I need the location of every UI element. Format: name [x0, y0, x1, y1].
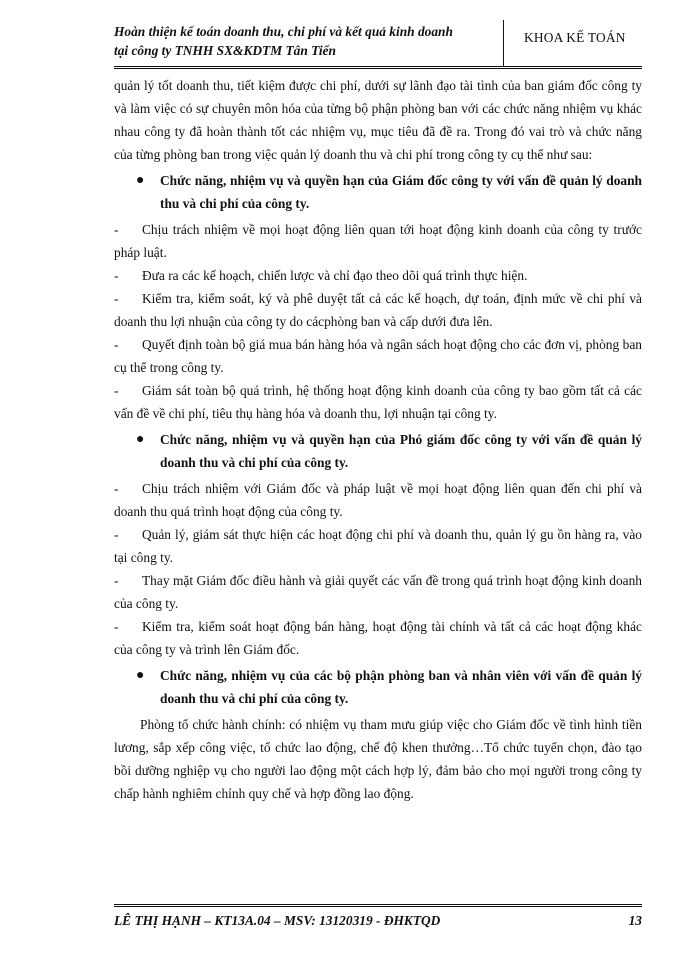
section2-item: [114, 523, 642, 569]
section1-item: [114, 379, 642, 425]
header-title: [114, 22, 494, 60]
dash-icon: -: [114, 222, 119, 237]
section1-heading: [114, 169, 642, 215]
dash-icon: -: [114, 527, 119, 542]
section1-item-text: Chịu trách nhiệm về mọi hoạt động liên quan tới hoạt động kinh doanh của công ty trước pháp luật.: [114, 222, 642, 260]
section1-heading-text: Chức năng, nhiệm vụ và quyền hạn của Giám đốc công ty với vấn đề quản lý doanh thu và chi phí của công ty.: [160, 173, 642, 211]
section3-heading-text: Chức năng, nhiệm vụ của các bộ phận phòng ban và nhân viên với vấn đề quản lý doanh thu và chi phí của công ty.: [160, 668, 642, 706]
bullet-icon: ●: [136, 173, 145, 188]
page-body: [114, 74, 642, 805]
dash-icon: -: [114, 268, 119, 283]
section2-heading-text: Chức năng, nhiệm vụ và quyền hạn của Phó giám đốc công ty với vấn đề quản lý doanh thu và chi phí của công ty.: [160, 432, 642, 470]
section1-item: [114, 333, 642, 379]
dash-icon: -: [114, 337, 119, 352]
dash-icon: -: [114, 573, 119, 588]
dash-icon: -: [114, 619, 119, 634]
section2-item: [114, 477, 642, 523]
section3-paragraph: Phòng tổ chức hành chính: có nhiệm vụ tham mưu giúp việc cho Giám đốc về tình hình tiền lương, sắp xếp công việc, tổ chức lao động, chế độ khen thưởng…Tổ chức tuyển chọn, đào tạo bồi dưỡng nghiệp vụ cho người lao động một cách hợp lý, đảm bảo cho mọi người trong công ty chấp hành nghiêm chỉnh quy chế và hợp đồng lao động.: [114, 717, 642, 801]
dash-icon: -: [114, 481, 119, 496]
section2-item-text: Quản lý, giám sát thực hiện các hoạt động chi phí và doanh thu, quản lý gu ồn hàng ra, vào tại công ty.: [114, 527, 642, 565]
section2-item-text: Chịu trách nhiệm với Giám đốc và pháp luật về mọi hoạt động liên quan đến chi phí và doanh thu quá trình hoạt động của công ty.: [114, 481, 642, 519]
section1-item-text: Giám sát toàn bộ quá trình, hệ thống hoạt động kinh doanh của công ty bao gồm tất cả các vấn đề về chi phí, tiêu thụ hàng hóa và doanh thu, lợi nhuận tại công ty.: [114, 383, 642, 421]
dash-icon: -: [114, 383, 119, 398]
dash-icon: -: [114, 291, 119, 306]
section2-item: [114, 615, 642, 661]
header-title-line1: Hoàn thiện kế toán doanh thu, chi phí và kết quả kinh doanh: [114, 24, 453, 39]
section1-item-text: Kiểm tra, kiểm soát, ký và phê duyệt tất cả các kế hoạch, dự toán, định mức về chi phí và doanh thu lợi nhuận của công ty do cácphòng ban và cấp dưới đưa lên.: [114, 291, 642, 329]
section2-heading: [114, 428, 642, 474]
section1-item: [114, 218, 642, 264]
section3-heading: [114, 664, 642, 710]
header-divider: [503, 20, 504, 66]
page-footer: [114, 904, 642, 928]
bullet-icon: ●: [136, 432, 145, 447]
section1-item-text: Đưa ra các kế hoạch, chiến lược và chỉ đạo theo dõi quá trình thực hiện.: [142, 268, 528, 283]
section2-item-text: Thay mặt Giám đốc điều hành và giải quyết các vấn đề trong quá trình hoạt động kinh doanh của công ty.: [114, 573, 642, 611]
section1-item-text: Quyết định toàn bộ giá mua bán hàng hóa và ngân sách hoạt động cho các đơn vị, phòng ban cụ thể trong công ty.: [114, 337, 642, 375]
intro-paragraph: quản lý tốt doanh thu, tiết kiệm được chi phí, dưới sự lãnh đạo tài tình của ban giám đốc công ty và làm việc có sự chuyên môn hóa của từng bộ phận phòng ban với các chức năng nhiệm vụ khác nhau công ty đã hoàn thành tốt các nhiệm vụ, mục tiêu đã đề ra. Trong đó vai trò và chức năng của từng phòng ban trong việc quản lý doanh thu và chi phí trong công ty cụ thể như sau:: [114, 78, 642, 162]
header-department: KHOA KẾ TOÁN: [524, 30, 626, 45]
page-header: [114, 20, 642, 69]
section2-item: [114, 569, 642, 615]
footer-author: LÊ THỊ HẠNH – KT13A.04 – MSV: 13120319 - ĐHKTQD: [114, 913, 441, 928]
section1-item: [114, 287, 642, 333]
section2-item-text: Kiểm tra, kiểm soát hoạt động bán hàng, hoạt động tài chính và tất cả các hoạt động khác của công ty và trình lên Giám đốc.: [114, 619, 642, 657]
section1-item: [114, 264, 642, 287]
header-title-line2: tại công ty TNHH SX&KDTM Tân Tiến: [114, 43, 336, 58]
page-number: 13: [628, 913, 642, 928]
bullet-icon: ●: [136, 668, 145, 683]
